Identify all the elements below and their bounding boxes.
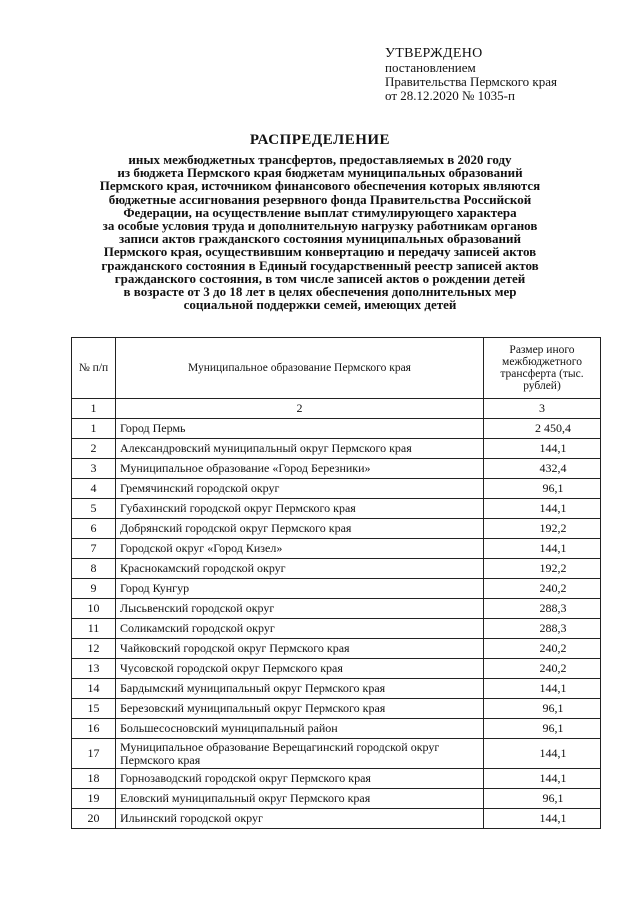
table-row [72,699,601,719]
row-municipality: Муниципальное образование Верещагинский городской округ Пермского края [116,739,484,769]
subtitle-line: бюджетные ассигнования резервного фонда Правительства Российской [108,191,532,207]
table-row [72,419,601,439]
row-municipality: Чусовской городской округ Пермского края [116,659,484,679]
row-municipality: Муниципальное образование «Город Березники» [116,459,484,479]
subtitle-line: гражданского состояния в Единый государственный реестр записей актов [101,257,539,273]
row-number: 20 [72,809,116,829]
table-row [72,599,601,619]
row-number: 2 [72,439,116,459]
row-number: 18 [72,769,116,789]
subtitle-line: иных межбюджетных трансфертов, предоставляемых в 2020 году [128,152,512,167]
row-number: 19 [72,789,116,809]
row-municipality: Большесосновский муниципальный район [116,719,484,739]
row-municipality: Город Кунгур [116,579,484,599]
table-header-row [72,338,601,399]
table-row [72,719,601,739]
row-amount: 144,1 [484,679,601,699]
row-amount: 192,2 [484,519,601,539]
row-amount: 96,1 [484,719,601,739]
row-number: 13 [72,659,116,679]
row-amount: 432,4 [484,459,601,479]
approval-line-2: Правительства Пермского края [385,74,557,89]
subtitle-line: записи актов гражданского состояния муниципальных образований [118,231,522,247]
table-row [72,739,601,769]
subtitle-line: Федерации, на осуществление выплат стимулирующего характера [123,204,517,220]
row-amount: 96,1 [484,699,601,719]
table-row [72,499,601,519]
row-number: 1 [72,419,116,439]
row-amount: 192,2 [484,559,601,579]
table-row [72,559,601,579]
table-row [72,619,601,639]
approval-line-1: постановлением [385,60,476,75]
row-number: 15 [72,699,116,719]
row-municipality: Лысьвенский городской округ [116,599,484,619]
distribution-table [71,337,601,829]
column-number: 3 [484,399,601,419]
row-municipality: Город Пермь [116,419,484,439]
header-municipality: Муниципальное образование Пермского края [116,338,484,399]
subtitle-line: из бюджета Пермского края бюджетам муниципальных образований [117,165,523,181]
header-num: № п/п [72,338,116,399]
column-number-row [72,399,601,419]
row-amount: 288,3 [484,619,601,639]
table-row [72,639,601,659]
row-number: 4 [72,479,116,499]
table-row [72,539,601,559]
row-amount: 96,1 [484,789,601,809]
document-heading [80,132,560,311]
table-row [72,659,601,679]
row-amount: 144,1 [484,439,601,459]
table-row [72,579,601,599]
row-number: 5 [72,499,116,519]
row-amount: 144,1 [484,739,601,769]
subtitle-line: за особые условия труда и дополнительную нагрузку работникам органов [102,218,538,234]
table-row [72,789,601,809]
row-number: 8 [72,559,116,579]
subtitle-line: Пермского края, источником финансового обеспечения которых являются [99,178,541,194]
row-number: 6 [72,519,116,539]
subtitle-line: социальной поддержки семей, имеющих детей [183,297,457,313]
table-row [72,459,601,479]
row-amount: 144,1 [484,499,601,519]
header-amount: Размер иного межбюджетного трансферта (тыс. рублей) [484,338,601,399]
row-number: 10 [72,599,116,619]
row-municipality: Горнозаводский городской округ Пермского края [116,769,484,789]
row-municipality: Еловский муниципальный округ Пермского края [116,789,484,809]
table-row [72,679,601,699]
approved-label: УТВЕРЖДЕНО [385,46,483,61]
row-number: 14 [72,679,116,699]
row-amount: 144,1 [484,769,601,789]
row-municipality: Краснокамский городской округ [116,559,484,579]
row-municipality: Соликамский городской округ [116,619,484,639]
row-amount: 240,2 [484,659,601,679]
row-number: 11 [72,619,116,639]
row-amount: 240,2 [484,579,601,599]
row-municipality: Александровский муниципальный округ Пермского края [116,439,484,459]
subtitle-line: Пермского края, осуществившим конвертацию и передачу записей актов [103,244,537,260]
column-number: 1 [72,399,116,419]
row-municipality: Ильинский городской округ [116,809,484,829]
row-municipality: Чайковский городской округ Пермского края [116,639,484,659]
subtitle-line: в возрасте от 3 до 18 лет в целях обеспечения дополнительных мер [123,284,517,300]
row-number: 16 [72,719,116,739]
row-number: 3 [72,459,116,479]
subtitle-line: гражданского состояния, в том числе записей актов о рождении детей [114,270,526,286]
row-number: 9 [72,579,116,599]
row-municipality: Гремячинский городской округ [116,479,484,499]
document-subtitle [80,153,560,311]
table-row [72,439,601,459]
row-municipality: Добрянский городской округ Пермского края [116,519,484,539]
row-amount: 288,3 [484,599,601,619]
row-amount: 144,1 [484,809,601,829]
row-amount: 240,2 [484,639,601,659]
document-title: РАСПРЕДЕЛЕНИЕ [249,132,391,148]
row-amount: 2 450,4 [484,419,601,439]
row-number: 12 [72,639,116,659]
approval-line-3: от 28.12.2020 № 1035-п [385,88,515,103]
row-amount: 96,1 [484,479,601,499]
row-municipality: Бардымский муниципальный округ Пермского края [116,679,484,699]
approval-stamp [385,47,557,103]
row-amount: 144,1 [484,539,601,559]
table-row [72,769,601,789]
row-municipality: Губахинский городской округ Пермского края [116,499,484,519]
row-number: 17 [72,739,116,769]
table-row [72,519,601,539]
table-row [72,479,601,499]
column-number: 2 [116,399,484,419]
row-municipality: Городской округ «Город Кизел» [116,539,484,559]
table-row [72,809,601,829]
row-number: 7 [72,539,116,559]
row-municipality: Березовский муниципальный округ Пермского края [116,699,484,719]
